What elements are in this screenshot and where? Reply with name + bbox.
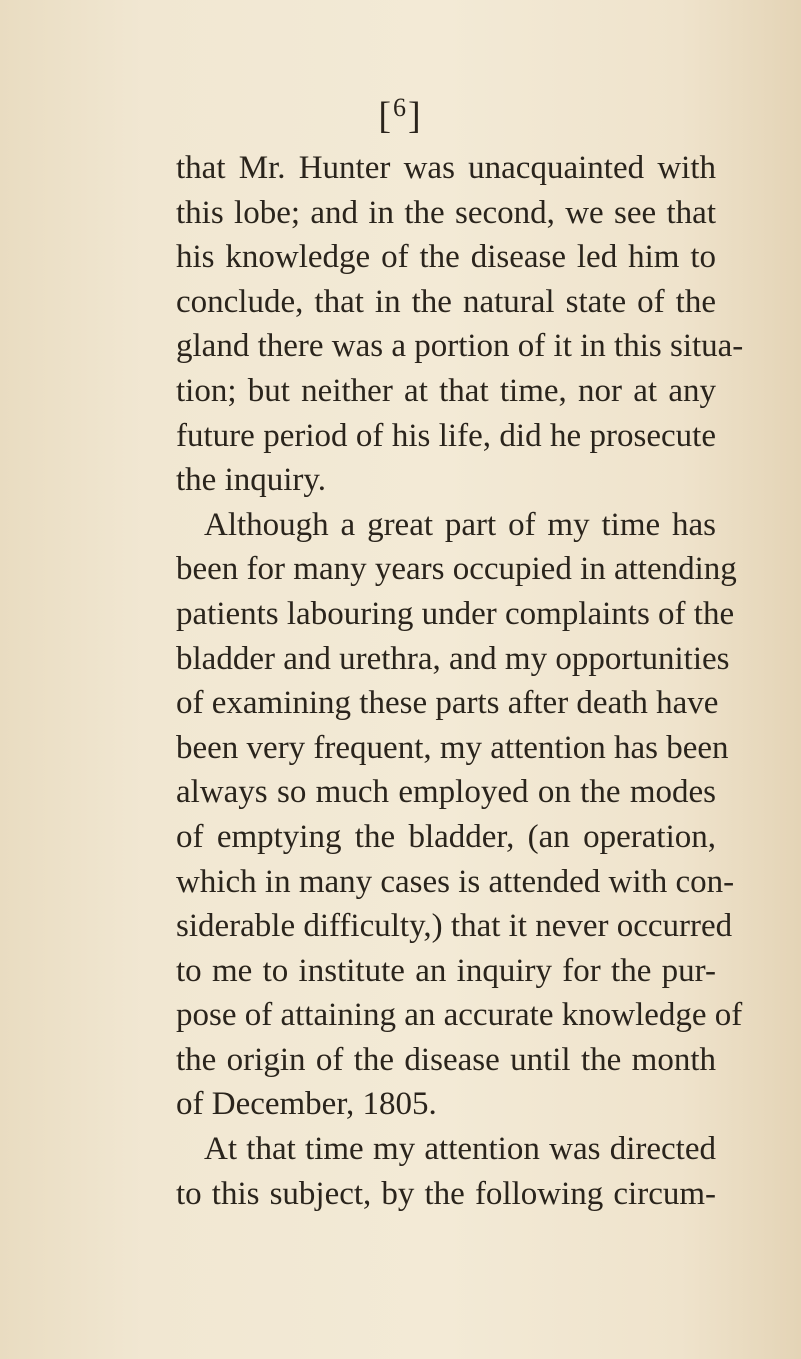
text-line: to me to institute an inquiry for the pur-	[176, 952, 716, 989]
text-line: this lobe; and in the second, we see that	[176, 194, 716, 231]
header-bracket-open: [	[378, 95, 393, 137]
text-line: which in many cases is attended with con-	[176, 863, 735, 900]
text-line: the origin of the disease until the month	[176, 1041, 716, 1078]
text-line: to this subject, by the following circum-	[176, 1175, 716, 1212]
paragraph-start-line: Although a great part of my time has	[204, 506, 716, 543]
text-line: gland there was a portion of it in this situa-	[176, 328, 744, 365]
text-line: been for many years occupied in attending	[176, 551, 737, 588]
text-line: future period of his life, did he prosecute	[176, 417, 716, 454]
paragraph-start-line: At that time my attention was directed	[204, 1131, 716, 1168]
text-line: his knowledge of the disease led him to	[176, 239, 716, 276]
text-line: tion; but neither at that time, nor at any	[176, 372, 716, 409]
page-number: 6	[393, 93, 408, 122]
body-text	[176, 146, 744, 1216]
text-line: that Mr. Hunter was unacquainted with	[176, 150, 716, 186]
text-line: siderable difficulty,) that it never occurred	[176, 908, 733, 945]
text-line: of examining these parts after death have	[176, 685, 719, 722]
text-line: pose of attaining an accurate knowledge of	[176, 997, 743, 1034]
text-line: conclude, that in the natural state of the	[176, 283, 716, 320]
text-line: bladder and urethra, and my opportunities	[176, 640, 730, 677]
text-line: of emptying the bladder, (an operation,	[176, 818, 716, 855]
page-header	[0, 95, 801, 135]
text-line: patients labouring under complaints of the	[176, 595, 735, 632]
text-line: of December, 1805.	[176, 1086, 437, 1123]
header-bracket-close: ]	[408, 95, 423, 137]
text-line: always so much employed on the modes	[176, 774, 716, 811]
text-line: the inquiry.	[176, 462, 326, 499]
text-line: been very frequent, my attention has been	[176, 729, 729, 766]
